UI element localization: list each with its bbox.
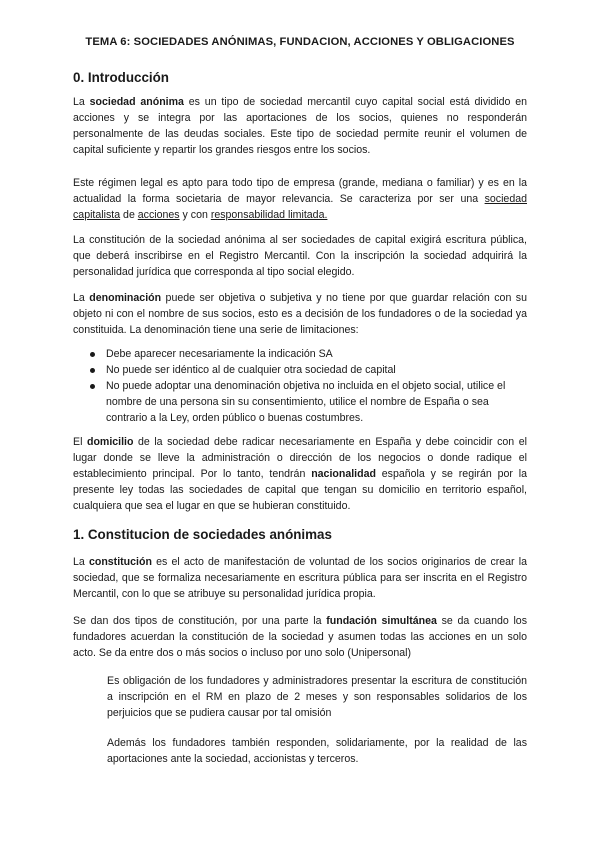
- section-heading-introduccion: 0. Introducción: [73, 70, 169, 85]
- term-sociedad-capitalista: sociedad capitalista: [73, 193, 527, 222]
- paragraph-constitucion: La constitución es el acto de manifestación de voluntad de los socios originarios de crear la sociedad, que se formaliza necesariamente en escritura pública para ser inscrita en el Registro Mercantil, con lo que se atribuye su personalidad jurídica propia.: [73, 556, 527, 601]
- limitaciones-list: [73, 346, 527, 426]
- list-item: No puede adoptar una denominación objetiva no incluida en el objeto social, utilice el nombre de una persona sin su consentimiento, utilice el nombre de España o sea contrario a la Ley, orden público o buenas costumbres.: [73, 378, 527, 426]
- term-acciones: acciones: [137, 209, 180, 222]
- term-fundacion-simultanea: fundación simultánea: [326, 615, 437, 627]
- term-responsabilidad-limitada: responsabilidad limitada.: [210, 209, 328, 222]
- term-constitucion: constitución: [88, 556, 152, 568]
- term-nacionalidad: nacionalidad: [311, 468, 376, 481]
- paragraph-domicilio: El domicilio de la sociedad debe radicar necesariamente en España y debe coincidir con el lugar donde se lleve la administración o dirección de los negocios o donde radique el establecimiento principal. Por lo tanto, tendrán nacionalidad española y se regirán por la presente ley todas las sociedades de capital que tengan su domicilio en territorio español, cualquiera que sea el lugar en que se hubieran constituido.: [73, 436, 527, 513]
- paragraph-obligacion-fundadores: Es obligación de los fundadores y administradores presentar la escritura de constitución a inscripción en el RM en plazo de 2 meses y son responsables solidarios de los perjuicios que se pudiera causar por tal omisión: [107, 675, 527, 720]
- list-item: Debe aparecer necesariamente la indicación SA: [73, 346, 527, 362]
- paragraph-responsabilidad-fundadores: Además los fundadores también responden, solidariamente, por la realidad de las aportaciones ante la sociedad, accionistas y terceros.: [107, 737, 527, 766]
- section-heading-constitucion: 1. Constitucion de sociedades anónimas: [73, 527, 332, 542]
- term-denominacion: denominación: [89, 292, 162, 304]
- bullet-icon: [90, 368, 95, 373]
- term-sociedad-anonima: sociedad anónima: [89, 96, 184, 108]
- bullet-icon: [90, 352, 95, 357]
- paragraph-denominacion: La denominación puede ser objetiva o subjetiva y no tiene por que guardar relación con su objeto ni con el nombre de sus socios, esto es a decisión de los fundadores o de la sociedad ya constituida. La denominación tiene una serie de limitaciones:: [73, 292, 527, 337]
- term-domicilio: domicilio: [86, 436, 134, 448]
- document-title: TEMA 6: SOCIEDADES ANÓNIMAS, FUNDACION, ACCIONES Y OBLIGACIONES: [85, 36, 515, 48]
- bullet-icon: [90, 384, 95, 389]
- paragraph-sociedad-anonima: La sociedad anónima es un tipo de sociedad mercantil cuyo capital social está dividido en acciones y se integra por las aportaciones de los socios, quienes no responderán personalmente de las deudas sociales. Este tipo de sociedad permite reunir el volumen de capital suficiente y repartir los grandes riesgos entre los socios.: [73, 96, 527, 157]
- list-item: No puede ser idéntico al de cualquier otra sociedad de capital: [73, 362, 527, 378]
- paragraph-constitucion-escritura: La constitución de la sociedad anónima al ser sociedades de capital exigirá escritura pública, que deberá inscribirse en el Registro Mercantil. Con la inscripción la sociedad adquirirá la personalidad jurídica que corresponda al tipo social elegido.: [73, 234, 527, 279]
- paragraph-regimen-legal: Este régimen legal es apto para todo tipo de empresa (grande, mediana o familiar) y es en la actualidad la forma societaria de mayor relevancia. Se caracteriza por ser una sociedad capitalista de acciones y con responsabilidad limitada.: [73, 177, 527, 222]
- paragraph-tipos-constitucion: Se dan dos tipos de constitución, por una parte la fundación simultánea se da cuando los fundadores acuerdan la constitución de la sociedad y asumen todas las acciones en un solo acto. Se da entre dos o más socios o incluso por uno solo (Unipersonal): [73, 615, 527, 660]
